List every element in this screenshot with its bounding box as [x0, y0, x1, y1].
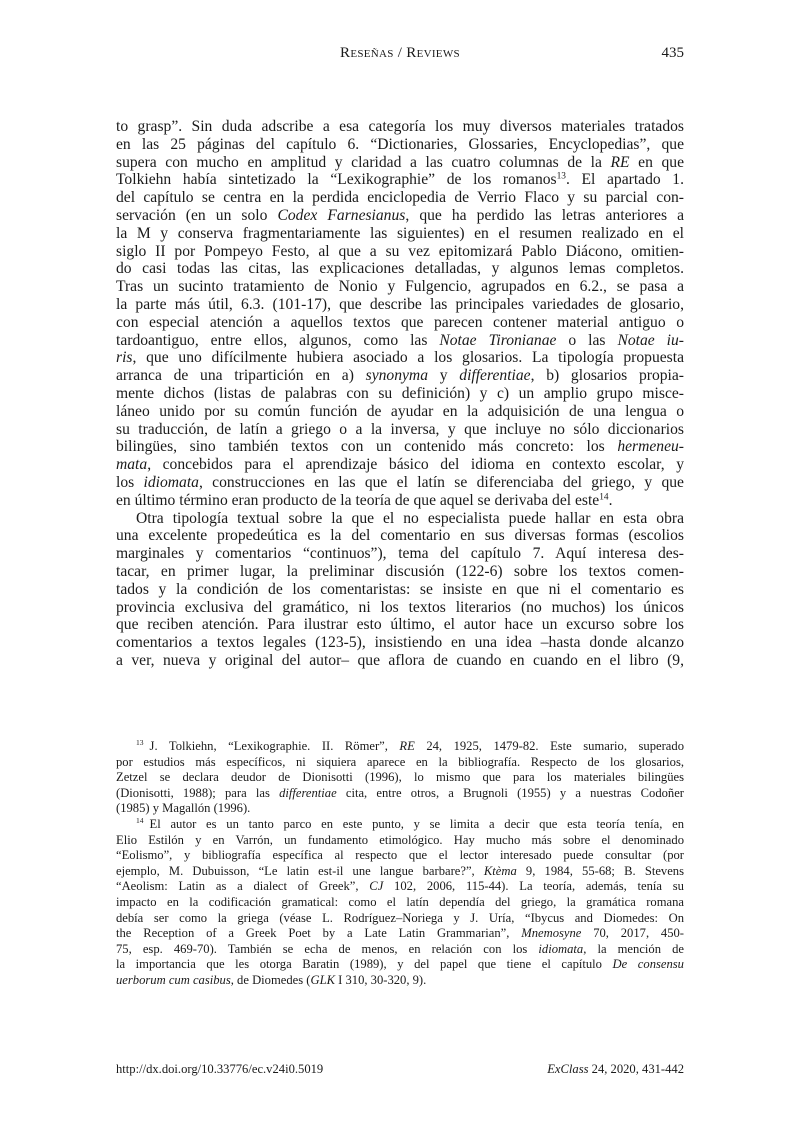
- text-run: tardoantiguo, entre ellos, algunos, como las: [116, 331, 440, 349]
- italic-text: ris: [116, 349, 133, 367]
- text-run: , concebidos para el aprendizaje básico del idioma en contexto escolar, y: [147, 456, 684, 474]
- text-run: la parte más útil, 6.3. (101-17), que describe las principales variedades de glosario,: [116, 295, 684, 313]
- footnote-line: [116, 864, 684, 880]
- text-run: Tolkiehn había sintetizado la “Lexikographie” de los romanos: [116, 171, 557, 189]
- text-run: la importancia que les otorga Baratin (1989), y del papel que tiene el capítulo: [116, 957, 613, 972]
- text-run: supera con mucho en amplitud y claridad a las cuatro columnas de la: [116, 153, 611, 171]
- text-line: [116, 563, 684, 581]
- text-run: , que ha perdido las letras anteriores a: [405, 206, 685, 224]
- text-run: 70, 2017, 450-: [581, 926, 684, 941]
- text-run: 75, esp. 469-70). También se echa de menos, en relación con los: [116, 941, 539, 956]
- italic-text: GLK: [310, 972, 335, 987]
- text-run: del capítulo se centra en la perdida enciclopedia de Verrio Flaco y su parcial con-: [116, 189, 684, 207]
- text-run: servación (en un solo: [116, 206, 278, 224]
- text-run: (1985) y Magallón (1996).: [116, 801, 251, 816]
- text-run: “Aeolism: Latin as a dialect of Greek”,: [116, 879, 370, 894]
- text-line: [116, 314, 684, 332]
- text-run: siglo II por Pompeyo Festo, al que a su vez epitomizará Pablo Diácono, omitien-: [116, 242, 684, 260]
- text-run: por estudios más específicos, ni siquiera aparece en la bibliografía. Respecto de los glosarios,: [116, 754, 684, 769]
- italic-text: CJ: [369, 879, 384, 894]
- text-run: su traducción, de latín a griego o a la inversa, y que incluye no sólo diccionarios: [116, 420, 684, 438]
- footnotes: [116, 739, 684, 989]
- text-line: [116, 207, 684, 225]
- text-run: . El apartado 1.: [565, 171, 684, 189]
- text-line: [116, 456, 684, 474]
- italic-text: Ktèma: [483, 863, 517, 878]
- doi-link[interactable]: http://dx.doi.org/10.33776/ec.v24i0.5019: [116, 1062, 324, 1076]
- text-run: “Eolismo”, y bibliografía específica al respecto que el lector interesado puede consultar (por: [116, 848, 684, 863]
- text-run: y: [428, 367, 460, 385]
- footnote-line: [116, 895, 684, 911]
- italic-text: hermeneu-: [617, 438, 684, 456]
- text-line: [116, 581, 684, 599]
- footnote-line: [116, 911, 684, 927]
- text-line: [116, 474, 684, 492]
- text-line: [116, 243, 684, 261]
- italic-text: RE: [399, 739, 415, 753]
- text-line: [116, 349, 684, 367]
- text-run: una excelente propedeútica es la del comentario en sus diversas formas (escolios: [116, 527, 684, 545]
- footnote-line: [116, 786, 684, 802]
- italic-text: mata: [116, 456, 148, 474]
- text-line: [116, 189, 684, 207]
- text-line: [116, 634, 684, 652]
- text-line: [116, 136, 684, 154]
- text-run: cita, entre otros, a Brugnoli (1955) y a nuestras Codoñer: [336, 785, 684, 800]
- text-line: [116, 616, 684, 634]
- text-run: marginales y comentarios “continuos”), tema del capítulo 7. Aquí interesa des-: [116, 545, 684, 563]
- text-run: , de Diomedes (: [230, 972, 311, 987]
- italic-text: idiomata: [538, 941, 584, 956]
- footnote-line: [116, 770, 684, 786]
- text-line: [116, 118, 684, 136]
- running-header: Reseñas / Reviews: [340, 45, 460, 61]
- text-run: comentarios a textos legales (123-5), insistiendo en una idea –hasta donde alcanzo: [116, 634, 684, 652]
- text-run: J. Tolkiehn, “Lexikographie. II. Römer”,: [149, 739, 400, 753]
- footnote-line: [116, 817, 684, 833]
- text-line: [116, 510, 684, 528]
- text-line: [116, 260, 684, 278]
- text-line: [116, 154, 684, 172]
- footnote-ref: 13: [556, 171, 566, 182]
- footnote-line: [116, 848, 684, 864]
- text-run: los: [116, 473, 144, 491]
- text-run: mente dichos (listas de palabras con su definición) y c) un amplio grupo misce-: [116, 384, 684, 402]
- text-line: [116, 652, 684, 670]
- text-run: , la mención de: [583, 941, 684, 956]
- text-run: do casi todas las citas, las explicaciones detalladas, y algunos lemas completos.: [116, 260, 684, 278]
- text-line: [116, 332, 684, 350]
- italic-text: Codex Farnesianus: [277, 206, 406, 224]
- text-run: en último término eran producto de la teoría de que aquel se derivaba del este: [116, 491, 600, 509]
- text-run: , b) glosarios propia-: [530, 367, 685, 385]
- body-text: [116, 118, 684, 670]
- text-run: I 310, 30-320, 9).: [334, 972, 427, 987]
- text-run: debía ser como la griega (véase L. Rodríguez–Noriega y J. Uría, “Ibycus and Diomedes: On: [116, 910, 684, 925]
- text-line: [116, 367, 684, 385]
- text-run: Elio Estilón y en Varrón, un fundamento etimológico. Hay mucho más sobre el denominado: [116, 832, 684, 847]
- italic-text: synonyma: [365, 367, 428, 385]
- text-run: , que uno difícilmente hubiera asociado a los glosarios. La tipología propuesta: [132, 349, 684, 367]
- text-line: [116, 492, 684, 510]
- text-run: 24, 1925, 1479-82. Este sumario, superado: [414, 739, 684, 753]
- footnote-line: [116, 801, 684, 817]
- footnote-line: [116, 739, 684, 755]
- text-run: to grasp”. Sin duda adscribe a esa categoría los muy diversos materiales tratados: [116, 118, 684, 135]
- italic-text: uerborum cum casibus: [116, 972, 231, 987]
- text-run: o las: [556, 331, 618, 349]
- journal-citation: [547, 1062, 684, 1077]
- text-run: a ver, nueva y original del autor– que aflora de cuando en cuando en el libro (9,: [116, 651, 684, 669]
- footnote-line: [116, 926, 684, 942]
- text-line: [116, 599, 684, 617]
- journal-name: ExClass: [547, 1062, 589, 1076]
- italic-text: Mnemosyne: [521, 926, 582, 941]
- text-run: 102, 2006, 115-44). La teoría, además, tenía su: [383, 879, 684, 894]
- italic-text: differentiae: [279, 785, 337, 800]
- italic-text: RE: [610, 153, 630, 171]
- italic-text: De consensu: [612, 957, 684, 972]
- italic-text: differentiae: [459, 367, 531, 385]
- text-run: tados y la condición de los comentaristas: se insiste en que ni el comentario es: [116, 580, 684, 598]
- text-run: the Reception of a Greek Poet by a Late Latin Grammarian”,: [116, 926, 522, 941]
- text-run: láneo unido por su común función de ayudar en la adquisición de una lengua o: [116, 402, 684, 420]
- footnote-line: [116, 879, 684, 895]
- text-run: , construcciones en las que el latín se diferenciaba del griego, y que: [198, 473, 684, 491]
- footnote-line: [116, 833, 684, 849]
- text-run: provincia exclusiva del gramático, ni los textos literarios (no muchos) los únicos: [116, 598, 684, 616]
- italic-text: Notae Tironianae: [439, 331, 557, 349]
- text-run: la M y conserva fragmentariamente las siguientes) en el resumen realizado en el: [116, 224, 684, 242]
- footnote-ref: 13: [136, 738, 144, 748]
- footnote-line: [116, 942, 684, 958]
- text-run: ejemplo, M. Dubuisson, “Le latin est-il une langue barbare?”,: [116, 863, 484, 878]
- page-number: 435: [661, 45, 684, 61]
- text-run: .: [608, 491, 613, 509]
- text-run: 9, 1984, 55-68; B. Stevens: [516, 863, 684, 878]
- italic-text: idiomata: [143, 473, 199, 491]
- text-run: Otra tipología textual sobre la que el no especialista puede hallar en esta obra: [136, 509, 684, 527]
- text-run: Zetzel se declara deudor de Dionisotti (1996), lo mismo que para los materiales bilingües: [116, 770, 684, 785]
- text-run: El autor es un tanto parco en este punto, y se limita a decir que esta teoría tenía, en: [149, 816, 684, 831]
- text-line: [116, 225, 684, 243]
- text-run: en que: [629, 153, 685, 171]
- footnote-line: [116, 957, 684, 973]
- text-line: [116, 385, 684, 403]
- text-run: arranca de una tripartición en a): [116, 367, 366, 385]
- footnote-line: [116, 973, 684, 989]
- text-line: [116, 421, 684, 439]
- italic-text: Notae iu-: [617, 331, 684, 349]
- text-line: [116, 527, 684, 545]
- text-run: en las 25 páginas del capítulo 6. “Dictionaries, Glossaries, Encyclopedias”, que: [116, 135, 684, 153]
- text-run: que reciben atención. Para ilustrar esto último, el autor hace un excurso sobre los: [116, 616, 684, 634]
- text-run: (Dionisotti, 1988); para las: [116, 785, 280, 800]
- text-run: tacar, en primer lugar, la preliminar discusión (122-6) sobre los textos comen-: [116, 562, 684, 580]
- text-line: [116, 403, 684, 421]
- text-line: [116, 545, 684, 563]
- text-line: [116, 438, 684, 456]
- footnote-ref: 14: [599, 492, 609, 503]
- citation-details: 24, 2020, 431-442: [588, 1062, 684, 1076]
- text-run: impacto en la codificación gramatical: como el latín dependía del griego, la gramática romana: [116, 894, 684, 909]
- footnote-line: [116, 755, 684, 771]
- text-run: con especial atención a aquellos textos que parecen contener material antiguo o: [116, 313, 684, 331]
- text-run: bilingües, sino también textos con un contenido más concreto: los: [116, 438, 618, 456]
- footnote-ref: 14: [136, 816, 144, 826]
- text-line: [116, 171, 684, 189]
- text-line: [116, 296, 684, 314]
- text-line: [116, 278, 684, 296]
- text-run: Tras un sucinto tratamiento de Nonio y Fulgencio, agrupados en 6.2., se pasa a: [116, 278, 684, 296]
